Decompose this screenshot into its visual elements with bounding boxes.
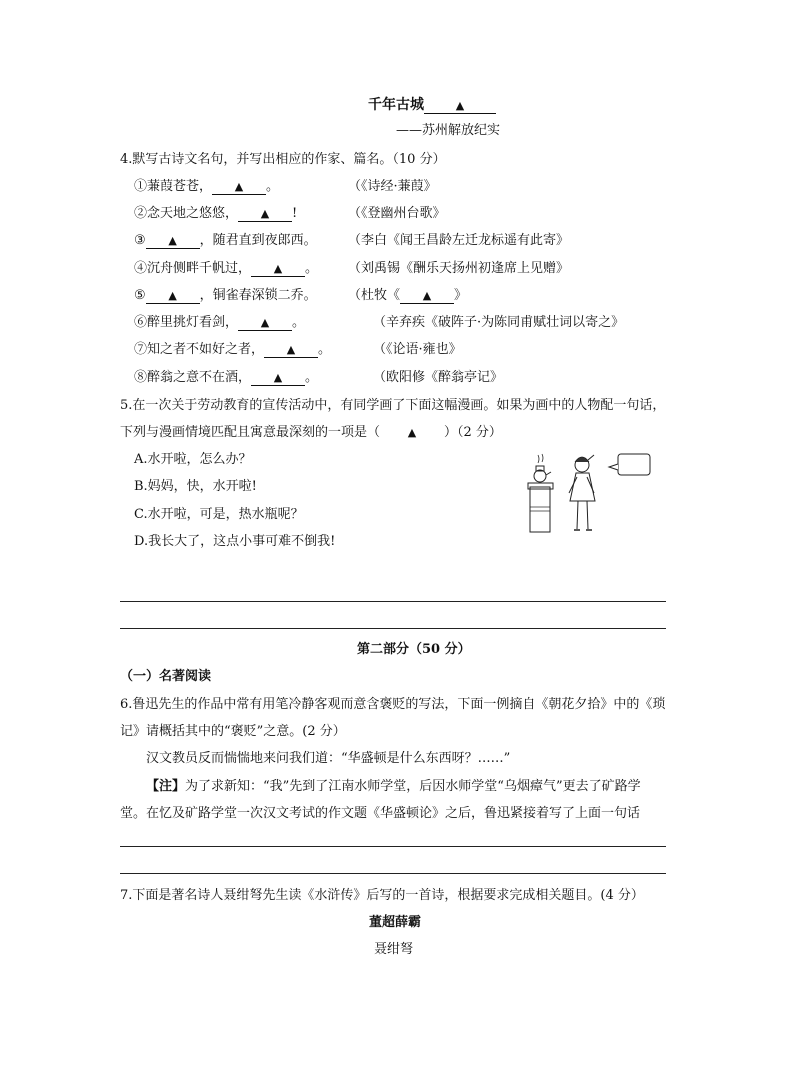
q5-stem-line2 <box>120 424 502 442</box>
q4-blank-5[interactable]: ▲ <box>146 289 200 304</box>
section-subtitle: ——苏州解放纪实 <box>396 123 501 138</box>
q6-note-line2: 堂。在忆及矿路学堂一次汉文考试的作文题《华盛顿论》之后，鲁迅紧接着写了上面一句话 <box>120 806 641 821</box>
q6-stem-line2: 记》请概括其中的“褒贬”之意。(2 分） <box>120 724 346 739</box>
answer-line-3[interactable] <box>120 846 666 847</box>
q4-line-3 <box>134 232 317 250</box>
q4-line-7-text: ⑦知之者不如好之者， <box>134 342 265 357</box>
q4-blank-2[interactable]: ▲ <box>238 207 292 222</box>
q6-note <box>146 778 641 796</box>
q6-note-label: 【注】 <box>146 779 186 794</box>
q6-note-text: 为了求新知：“我”先到了江南水师学堂，后因水师学堂“乌烟瘴气”更去了矿路学 <box>185 779 641 794</box>
q4-line-6-text: ⑥醉里挑灯看剑， <box>134 315 239 330</box>
q5-stem-line1: 5.在一次关于劳动教育的宣传活动中，有同学画了下面这幅漫画。如果为画中的人物配一句话， <box>120 398 666 413</box>
q6-stem-line1: 6.鲁迅先生的作品中常有用笔冷静客观而意含褒贬的写法，下面一例摘自《朝花夕拾》中的《琐 <box>120 697 666 712</box>
q4-line-8-end: 。 <box>305 370 319 385</box>
q5-option-a[interactable]: A.水开啦，怎么办？ <box>134 452 252 467</box>
q4-source-7: （《论语·雍也》 <box>373 342 462 357</box>
q4-line-2-text: ②念天地之悠悠， <box>134 206 239 221</box>
speech-bubble-icon <box>609 454 650 475</box>
q4-line-6 <box>134 314 305 332</box>
q4-source-3: （李白《闻王昌龄左迁龙标遥有此寄》 <box>348 233 570 248</box>
section-title <box>368 96 496 114</box>
water-dispenser-icon <box>528 454 553 532</box>
q4-blank-6[interactable]: ▲ <box>238 316 292 331</box>
q5-stem-text: 下列与漫画情境匹配且寓意最深刻的一项是（ <box>120 425 381 440</box>
cartoon-illustration <box>522 447 652 542</box>
q4-source-blank-5[interactable]: ▲ <box>400 289 454 304</box>
q4-line-7-end: 。 <box>318 342 332 357</box>
q4-line-8-text: ⑧醉翁之意不在酒， <box>134 370 252 385</box>
title-answer-blank[interactable]: ▲ <box>424 99 496 114</box>
part2-heading: 第二部分（50 分） <box>357 642 471 657</box>
girl-figure-icon <box>569 455 595 530</box>
part2-subheading: （一）名著阅读 <box>120 669 212 684</box>
q4-blank-4[interactable]: ▲ <box>251 262 305 277</box>
q4-blank-8[interactable]: ▲ <box>251 371 305 386</box>
q6-quote: 汉文教员反而惴惴地来问我们道：“华盛顿是什么东西呀？……” <box>146 751 511 766</box>
q4-line-1-text: ①蒹葭苍苍， <box>134 179 213 194</box>
poem-title: 董超薛霸 <box>369 915 422 930</box>
poem-author: 聂绀弩 <box>374 942 414 957</box>
q4-source-5-author: （杜牧《 <box>348 288 401 303</box>
answer-line-4[interactable] <box>120 873 666 874</box>
q4-line-3-text: ，随君直到夜郎西。 <box>199 233 317 248</box>
q4-line-2-end: ! <box>292 206 298 221</box>
q4-line-4-end: 。 <box>305 261 319 276</box>
q4-blank-3[interactable]: ▲ <box>146 234 200 249</box>
q4-line-5-num: ⑤ <box>134 288 146 303</box>
q4-line-8 <box>134 369 318 387</box>
q4-source-8: （欧阳修《醉翁亭记》 <box>373 370 504 385</box>
q7-stem: 7.下面是著名诗人聂绀弩先生读《水浒传》后写的一首诗，根据要求完成相关题目。(4 分） <box>120 888 644 903</box>
q4-line-5-text: ，铜雀春深锁二乔。 <box>199 288 317 303</box>
answer-line-1[interactable] <box>120 601 666 602</box>
q4-blank-7[interactable]: ▲ <box>264 343 318 358</box>
q4-blank-1[interactable]: ▲ <box>212 180 266 195</box>
q4-line-3-num: ③ <box>134 233 146 248</box>
q5-option-b[interactable]: B.妈妈，快，水开啦! <box>134 479 257 494</box>
q5-stem-score: ）（2 分） <box>444 425 502 440</box>
q4-stem: 4.默写古诗文名句，并写出相应的作家、篇名。（10 分） <box>120 152 446 167</box>
q4-source-2: （《登幽州台歌》 <box>348 206 446 221</box>
q4-source-5-end: 》 <box>454 288 468 303</box>
section-title-text: 千年古城 <box>368 97 424 113</box>
q4-line-5 <box>134 287 317 305</box>
q5-option-c[interactable]: C.水开啦，可是，热水瓶呢？ <box>134 507 304 522</box>
q4-source-1: （《诗经·蒹葭》 <box>348 179 437 194</box>
q4-source-6: （辛弃疾《破阵子·为陈同甫赋壮词以寄之》 <box>373 315 625 330</box>
q4-source-5 <box>348 287 467 305</box>
q4-line-4 <box>134 260 318 278</box>
q5-answer-blank[interactable]: ▲ <box>407 426 417 439</box>
q4-line-1 <box>134 178 279 196</box>
q4-source-4: （刘禹锡《酬乐天扬州初逢席上见赠》 <box>348 261 570 276</box>
q4-line-1-end: 。 <box>266 179 280 194</box>
q4-line-4-text: ④沉舟侧畔千帆过， <box>134 261 252 276</box>
q4-line-2 <box>134 205 297 223</box>
q5-option-d[interactable]: D.我长大了，这点小事可难不倒我! <box>134 534 336 549</box>
answer-line-2[interactable] <box>120 628 666 629</box>
q4-line-6-end: 。 <box>292 315 306 330</box>
q4-line-7 <box>134 341 331 359</box>
